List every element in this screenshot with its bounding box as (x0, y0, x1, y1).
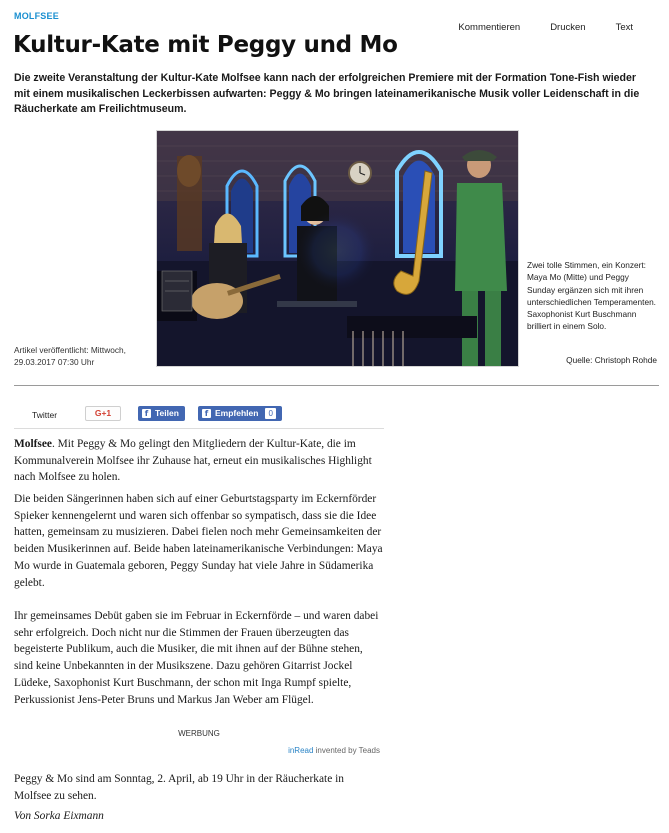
article-photo[interactable] (156, 130, 519, 367)
gplus-button[interactable]: G+1 (85, 406, 121, 421)
image-credit: Quelle: Christoph Rohde (566, 355, 657, 365)
inread-link[interactable]: inRead (288, 746, 314, 755)
article-headline: Kultur-Kate mit Peggy und Mo (13, 32, 398, 58)
facebook-icon: f (202, 409, 211, 418)
print-link[interactable]: Drucken (550, 22, 586, 33)
article-paragraph (14, 436, 384, 486)
share-divider (14, 428, 384, 429)
facebook-recommend-button[interactable] (198, 406, 282, 421)
publication-date (14, 344, 149, 368)
author-byline: Von Sorka Eixmann (14, 810, 104, 822)
article-paragraph: Peggy & Mo sind am Sonntag, 2. April, ab 19 Uhr in der Räucherkate in Molfsee zu sehen. (14, 773, 344, 802)
image-caption: Zwei tolle Stimmen, ein Konzert: Maya Mo (Mitte) und Peggy Sunday ergänzen sich mit ihren unterschiedlichen Temperamenten. Saxophonist Kurt Buschmann brilliert in einem Solo. (527, 260, 656, 332)
ad-label: WERBUNG (178, 729, 220, 738)
published-label: Artikel veröffentlicht: Mittwoch, (14, 345, 126, 355)
facebook-share-label: Teilen (155, 408, 179, 418)
published-datetime: 29.03.2017 07:30 Uhr (14, 357, 95, 367)
article-paragraph: Die beiden Sängerinnen haben sich auf einer Geburtstagsparty im Eckernförder Spieker kennengelernt und waren sich offenbar so sympatisch, dass sie die Idee hatten, gemeinsam zu musizieren. Dabei fielen noch mehr Gemeinsamkeiten der beiden Musikerinnen auf. Beide haben lateinamerikanische Verbindungen: Maya Mo wurde in Guatemala geboren, Peggy Sunday hat viele Jahre in Südamerika gelebt. (14, 493, 383, 589)
divider (14, 385, 659, 386)
comment-link[interactable]: Kommentieren (458, 22, 521, 33)
twitter-share-link[interactable]: Twitter (32, 410, 58, 420)
article-paragraph: Ihr gemeinsames Debüt gaben sie im Februar in Eckernförde – und waren dabei sehr erfolgreich. Doch nicht nur die Stimmen der Frauen überzeugten das begeisterte Publikum, auch die Musiker, die mit ihnen auf der Bühne stehen, sind keine Unbekannten in der Musikszene. Dazu gehören Gitarrist Jockel Lüdeke, Saxophonist Kurt Buschmann, der schon mit Inga Rumpf spielte, Perkussionist Jens-Peter Bruns und Markus Jan Weber am Flügel. (14, 610, 379, 706)
facebook-recommend-label: Empfehlen (215, 408, 259, 418)
paragraph-text: . Mit Peggy & Mo gelingt den Mitgliedern der Kultur-Kate, die im Kommunalverein Molfsee ihr Zuhause hat, erneut ein musikalisches Highlight nach Molfsee zu holen. (14, 438, 372, 484)
dateline: Molfsee (14, 438, 52, 450)
article-lead: Die zweite Veranstaltung der Kultur-Kate Molfsee kann nach der erfolgreichen Premiere mit der Formation Tone-Fish wieder mit einem musikalischen Leckerbissen aufwarten: Peggy & Mo bringen lateinamerikanische Musik voller Leidenschaft in die Räucherkate am Freilichtmuseum. (14, 72, 640, 115)
facebook-share-button[interactable] (138, 406, 185, 421)
facebook-icon: f (142, 409, 151, 418)
share-bar (14, 404, 384, 428)
concert-photo-illustration (157, 131, 519, 367)
facebook-recommend-count: 0 (265, 408, 275, 419)
teads-text: invented by Teads (313, 746, 380, 755)
article-toolbar (458, 22, 633, 33)
section-label[interactable]: MOLFSEE (14, 11, 59, 21)
text-link[interactable]: Text (615, 22, 633, 33)
ad-attribution (14, 746, 380, 755)
